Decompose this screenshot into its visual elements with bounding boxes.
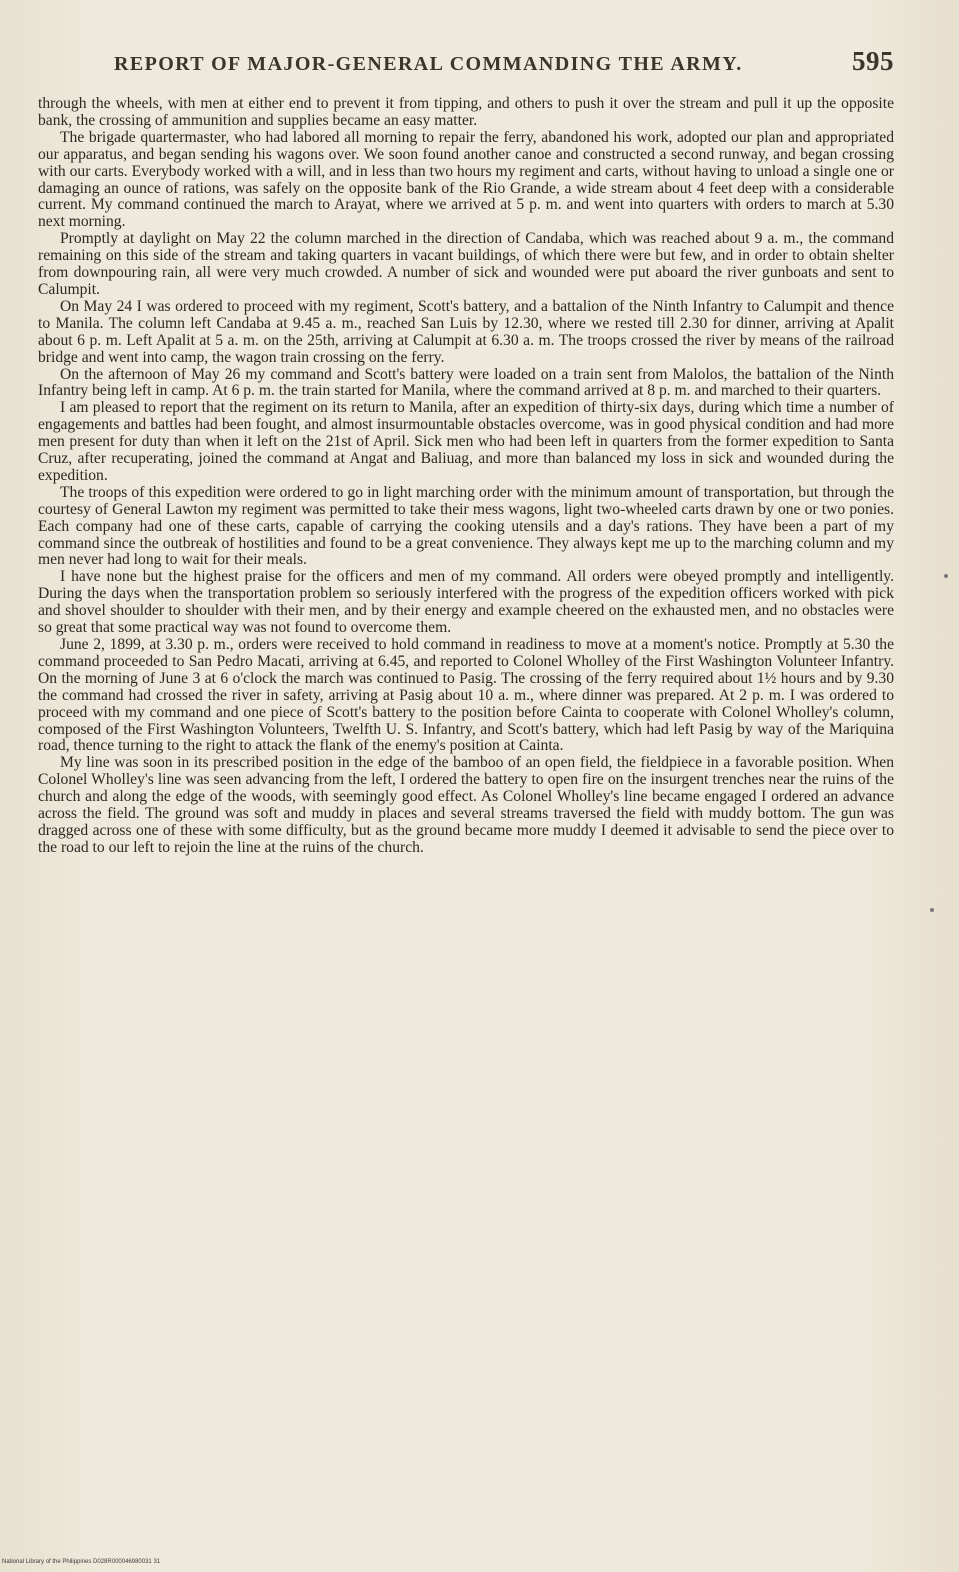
- paragraph: The brigade quartermaster, who had labored all morning to repair the ferry, abandoned his work, adopted our plan and appropriated our apparatus, and began sending his wagons over. We soon found another canoe and constructed a second runway, and began crossing with our carts. Everybody worked with a will, and in less than two hours my regiment and carts, without having to unload a single one or damaging an ounce of rations, was safely on the opposite bank of the Rio Grande, a wide stream about 4 feet deep with a considerable current. My command continued the march to Arayat, where we arrived at 5 p. m. and went into quarters with orders to march at 5.30 next morning.: [38, 128, 894, 231]
- paragraph: through the wheels, with men at either end to prevent it from tipping, and others to push it over the stream and pull it up the opposite bank, the crossing of ammunition and supplies became an easy matter.: [38, 95, 894, 129]
- page-header: [114, 46, 894, 77]
- paragraph: My line was soon in its prescribed position in the edge of the bamboo of an open field, the fieldpiece in a favorable position. When Colonel Wholley's line was seen advancing from the left, I ordered the battery to open fire on the insurgent trenches near the ruins of the church and along the edge of the woods, with seemingly good effect. As Colonel Wholley's line became engaged I ordered an advance across the field. The ground was soft and muddy in places and several streams traversed the field with muddy bottom. The gun was dragged across one of these with some difficulty, but as the ground became more muddy I deemed it advisable to send the piece over to the road to our left to rejoin the line at the ruins of the church.: [38, 754, 894, 856]
- body-text: [38, 96, 894, 857]
- running-title: REPORT OF MAJOR-GENERAL COMMANDING THE ARMY.: [114, 53, 743, 75]
- scan-speck: [930, 908, 934, 912]
- paragraph: I have none but the highest praise for the officers and men of my command. All orders were obeyed promptly and intelligently. During the days when the transportation problem so seriously interfered with the progress of the expedition officers worked with pick and shovel shoulder to shoulder with their men, and by their energy and example cheered on the exhausted men, and no obstacles were so great that some practical way was not found to overcome them.: [38, 568, 894, 637]
- scan-speck: [944, 574, 948, 578]
- scan-footer: National Library of the Philippines D028R000046980031 31: [2, 1559, 161, 1565]
- paragraph: The troops of this expedition were ordered to go in light marching order with the minimum amount of transportation, but through the courtesy of General Lawton my regiment was permitted to take their mess wagons, light two-wheeled carts drawn by one or two ponies. Each company had one of these carts, capable of carrying the cooking utensils and a day's rations. They have been a part of my command since the outbreak of hostilities and found to be a great convenience. They always kept me up to the marching column and my men never had long to wait for their meals.: [38, 483, 894, 569]
- paragraph: On the afternoon of May 26 my command and Scott's battery were loaded on a train sent from Malolos, the battalion of the Ninth Infantry being left in camp. At 6 p. m. the train started for Manila, where the command arrived at 8 p. m. and marched to their quarters.: [38, 365, 894, 400]
- page-number: 595: [852, 46, 894, 76]
- paragraph: Promptly at daylight on May 22 the column marched in the direction of Candaba, which was reached about 9 a. m., the command remaining on this side of the stream and taking quarters in vacant buildings, of which there were but few, and in order to obtain shelter from downpouring rain, all were very much crowded. A number of sick and wounded were put aboard the river gunboats and sent to Calumpit.: [38, 230, 894, 298]
- paragraph: June 2, 1899, at 3.30 p. m., orders were received to hold command in readiness to move at a moment's notice. Promptly at 5.30 the command proceeded to San Pedro Macati, arriving at 6.45, and reported to Colonel Wholley of the First Washington Volunteer Infantry. On the morning of June 3 at 6 o'clock the march was continued to Pasig. The crossing of the ferry required about 1½ hours and by 9.30 the command had crossed the river in safety, arriving at Pasig about 10 a. m., where dinner was prepared. At 2 p. m. I was ordered to proceed with my command and one piece of Scott's battery to the position before Cainta to cooperate with Colonel Wholley's column, composed of the First Washington Volunteers, Twelfth U. S. Infantry, and Scott's battery, which had left Pasig by way of the Mariquina road, thence turning to the right to attack the flank of the enemy's position at Cainta.: [38, 636, 894, 755]
- paragraph: I am pleased to report that the regiment on its return to Manila, after an expedition of thirty-six days, during which time a number of engagements and battles had been fought, and almost insurmountable obstacles overcome, was in good physical condition and had more men present for duty than when it left on the 21st of April. Sick men who had been left in quarters from the former expedition to Santa Cruz, after recuperating, joined the command at Angat and Baliuag, and more than balanced my loss in sick and wounded during the expedition.: [38, 399, 894, 484]
- paragraph: On May 24 I was ordered to proceed with my regiment, Scott's battery, and a battalion of the Ninth Infantry to Calumpit and thence to Manila. The column left Candaba at 9.45 a. m., reached San Luis by 12.30, where we rested till 2.30 for dinner, arriving at Apalit about 6 p. m. Left Apalit at 5 a. m. on the 25th, arriving at Calumpit at 6.30 a. m. The troops crossed the river by means of the railroad bridge and went into camp, the wagon train crossing on the ferry.: [38, 297, 894, 366]
